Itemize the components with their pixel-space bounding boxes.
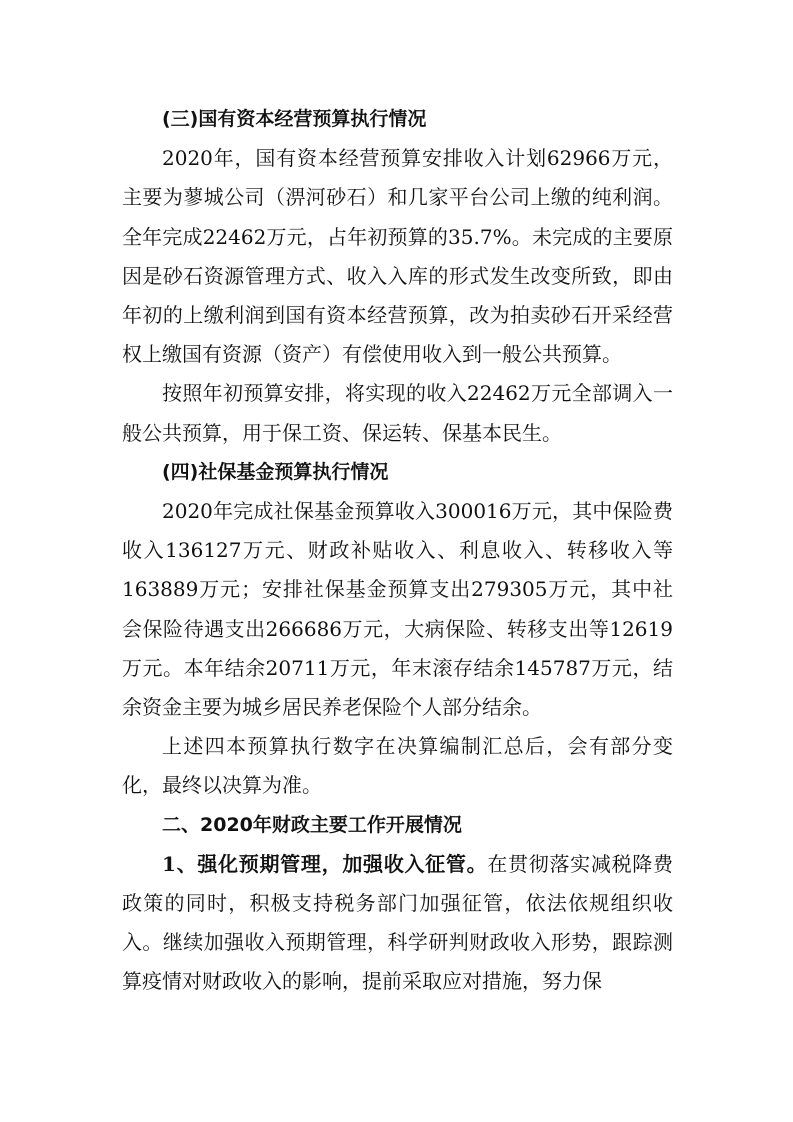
paragraph-state-capital-transfer: 按照年初预算安排，将实现的收入22462万元全部调入一般公共预算，用于保工资、保运转、保基本民生。 [122, 381, 673, 445]
document-body [122, 100, 673, 1002]
paragraph-final-accounts-note: 上述四本预算执行数字在决算编制汇总后，会有部分变化，最终以决算为准。 [122, 734, 673, 798]
paragraph-social-security-figures: 2020年完成社保基金预算收入300016万元，其中保险费收入136127万元、财政补贴收入、利息收入、转移收入等163889万元；安排社保基金预算支出279305万元，其中社会保险待遇支出266686万元，大病保险、转移支出等12619万元。本年结余20711万元，年末滚存结余145787万元，结余资金主要为城乡居民养老保险个人部分结余。 [122, 499, 673, 720]
paragraph-state-capital-income: 2020年，国有资本经营预算安排收入计划62966万元，主要为蓼城公司（淠河砂石）和几家平台公司上缴的纯利润。全年完成22462万元，占年初预算的35.7%。未完成的主要原因是砂石资源管理方式、收入入库的形式发生改变所致，即由年初的上缴利润到国有资本经营预算，改为拍卖砂石开采经营权上缴国有资源（资产）有偿使用收入到一般公共预算。 [122, 146, 673, 367]
part-heading-main-work-2020: 二、2020年财政主要工作开展情况 [162, 813, 462, 836]
item-body-revenue-management: 在贯彻落实减税降费政策的同时，积极支持税务部门加强征管，依法依规组织收入。继续加强收入预期管理，科学研判财政收入形势，跟踪测算疫情对财政收入的影响，提前采取应对措施，努力保 [122, 851, 674, 994]
section-heading-social-security-fund: (四)社保基金预算执行情况 [162, 460, 389, 483]
item-lead-revenue-management: 1、强化预期管理，加强收入征管。 [162, 851, 488, 876]
section-heading-state-capital-budget: (三)国有资本经营预算执行情况 [162, 108, 427, 130]
paragraph-revenue-management [122, 845, 673, 1002]
